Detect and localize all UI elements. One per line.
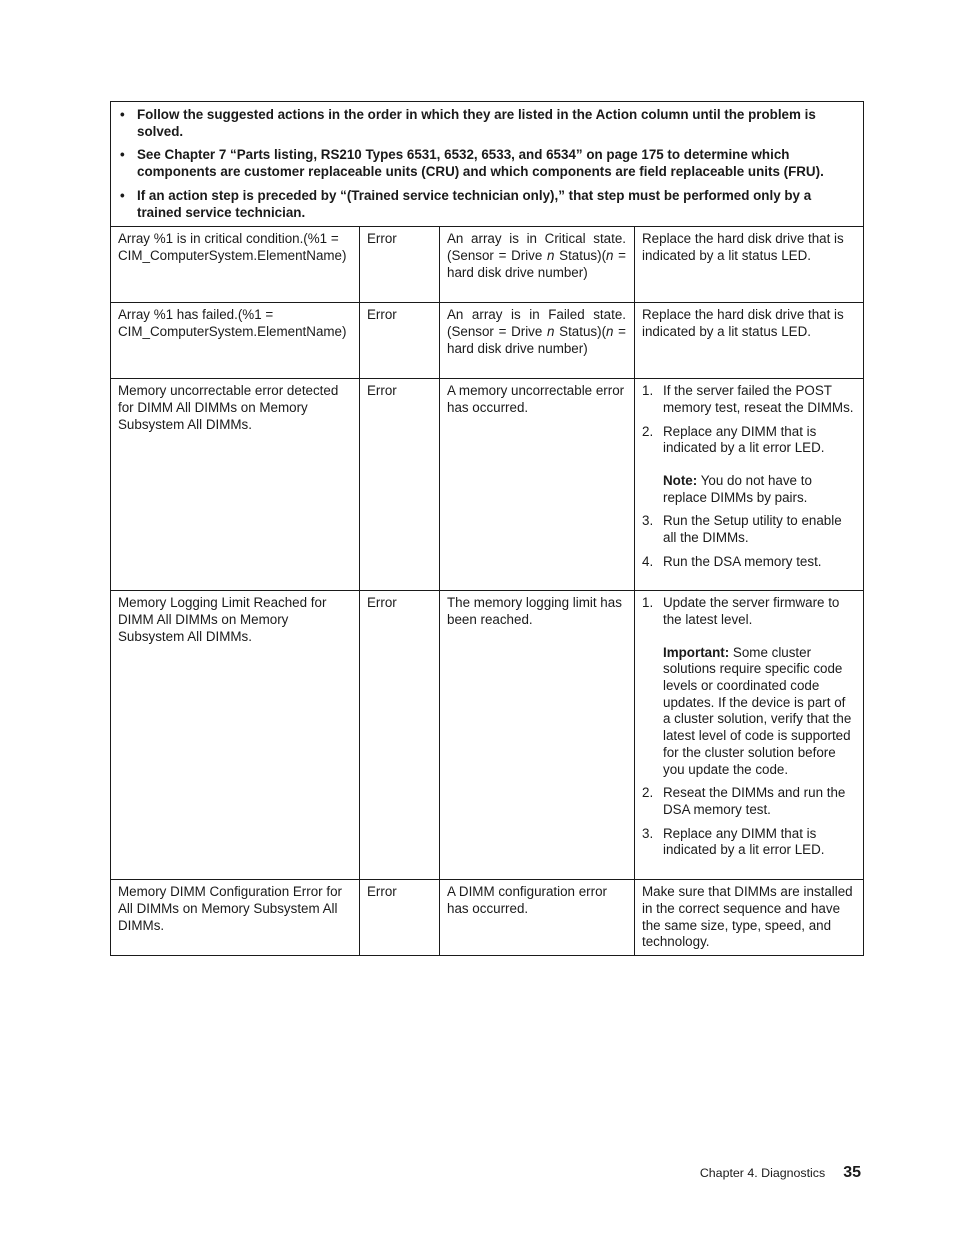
explanation-cell: An array is in Critical state.(Sensor = Drive n Status)(n = hard disk drive number) — [440, 227, 635, 303]
action-steps — [642, 595, 856, 859]
table-row — [111, 379, 864, 591]
severity-cell: Error — [360, 303, 440, 379]
note-item: • See Chapter 7 “Parts listing, RS210 Types 6531, 6532, 6533, and 6534” on page 175 to determine which components are customer replaceable units (CRU) and which components are field replaceable units (FRU). — [120, 147, 824, 180]
action-step: 1. Update the server firmware to the latest level. Important: Some cluster solutions require specific code levels or coordinated code updates. If the device is part of a cluster solution, verify that the latest level of code is supported for the cluster solution before you update the code. — [642, 595, 856, 778]
action-step: 2. Reseat the DIMMs and run the DSA memory test. — [642, 785, 846, 817]
explanation-cell: An array is in Failed state.(Sensor = Drive n Status)(n = hard disk drive number) — [440, 303, 635, 379]
step-note: Note: You do not have to replace DIMMs by pairs. — [663, 473, 812, 505]
action-steps — [642, 383, 856, 570]
action-step: 3. Run the Setup utility to enable all the DIMMs. — [642, 513, 842, 546]
page-number: 35 — [843, 1164, 861, 1181]
severity-cell: Error — [360, 227, 440, 303]
table-row — [111, 227, 864, 303]
bullet-icon: • — [120, 187, 125, 203]
message-cell: Memory uncorrectable error detected for DIMM All DIMMs on Memory Subsystem All DIMMs. — [111, 379, 360, 591]
message-cell: Memory DIMM Configuration Error for All DIMMs on Memory Subsystem All DIMMs. — [111, 880, 360, 956]
table-row — [111, 880, 864, 956]
explanation-cell: The memory logging limit has been reached. — [440, 591, 635, 880]
chapter-label: Chapter 4. Diagnostics — [699, 1166, 826, 1180]
action-cell: Replace the hard disk drive that is indicated by a lit status LED. — [635, 227, 864, 303]
notes-list — [119, 107, 855, 221]
notes-row — [111, 102, 864, 227]
severity-cell: Error — [360, 379, 440, 591]
message-cell: Array %1 has failed.(%1 = CIM_ComputerSystem.ElementName) — [111, 303, 360, 379]
notes-cell — [111, 102, 864, 227]
message-cell: Memory Logging Limit Reached for DIMM All DIMMs on Memory Subsystem All DIMMs. — [111, 591, 360, 880]
action-cell — [635, 379, 864, 591]
action-step: 2. Replace any DIMM that is indicated by a lit error LED. Note: You do not have to replace DIMMs by pairs. — [642, 424, 856, 507]
message-cell: Array %1 is in critical condition.(%1 = CIM_ComputerSystem.ElementName) — [111, 227, 360, 303]
step-note: Important: Some cluster solutions require specific code levels or coordinated code updates. If the device is part of a cluster solution, verify that the latest level of code is supported for the cluster solution before you update the code. — [663, 644, 852, 777]
action-cell: Replace the hard disk drive that is indicated by a lit status LED. — [635, 303, 864, 379]
explanation-cell: A DIMM configuration error has occurred. — [440, 880, 635, 956]
severity-cell: Error — [360, 591, 440, 880]
note-item: • Follow the suggested actions in the order in which they are listed in the Action column until the problem is solved. — [120, 107, 816, 139]
bullet-icon: • — [120, 147, 125, 163]
table-row — [111, 303, 864, 379]
action-step: 1. If the server failed the POST memory test, reseat the DIMMs. — [642, 383, 854, 415]
explanation-cell: A memory uncorrectable error has occurred. — [440, 379, 635, 591]
action-step: 3. Replace any DIMM that is indicated by a lit error LED. — [642, 825, 825, 858]
action-cell — [635, 591, 864, 880]
page-footer — [700, 1164, 861, 1182]
bullet-icon: • — [120, 107, 125, 122]
table-row — [111, 591, 864, 880]
action-step: 4. Run the DSA memory test. — [642, 553, 822, 569]
diagnostics-table — [110, 101, 864, 956]
action-cell: Make sure that DIMMs are installed in the correct sequence and have the same size, type, speed, and technology. — [635, 880, 864, 956]
note-item: • If an action step is preceded by “(Trained service technician only),” that step must be performed only by a trained service technician. — [120, 187, 812, 220]
severity-cell: Error — [360, 880, 440, 956]
